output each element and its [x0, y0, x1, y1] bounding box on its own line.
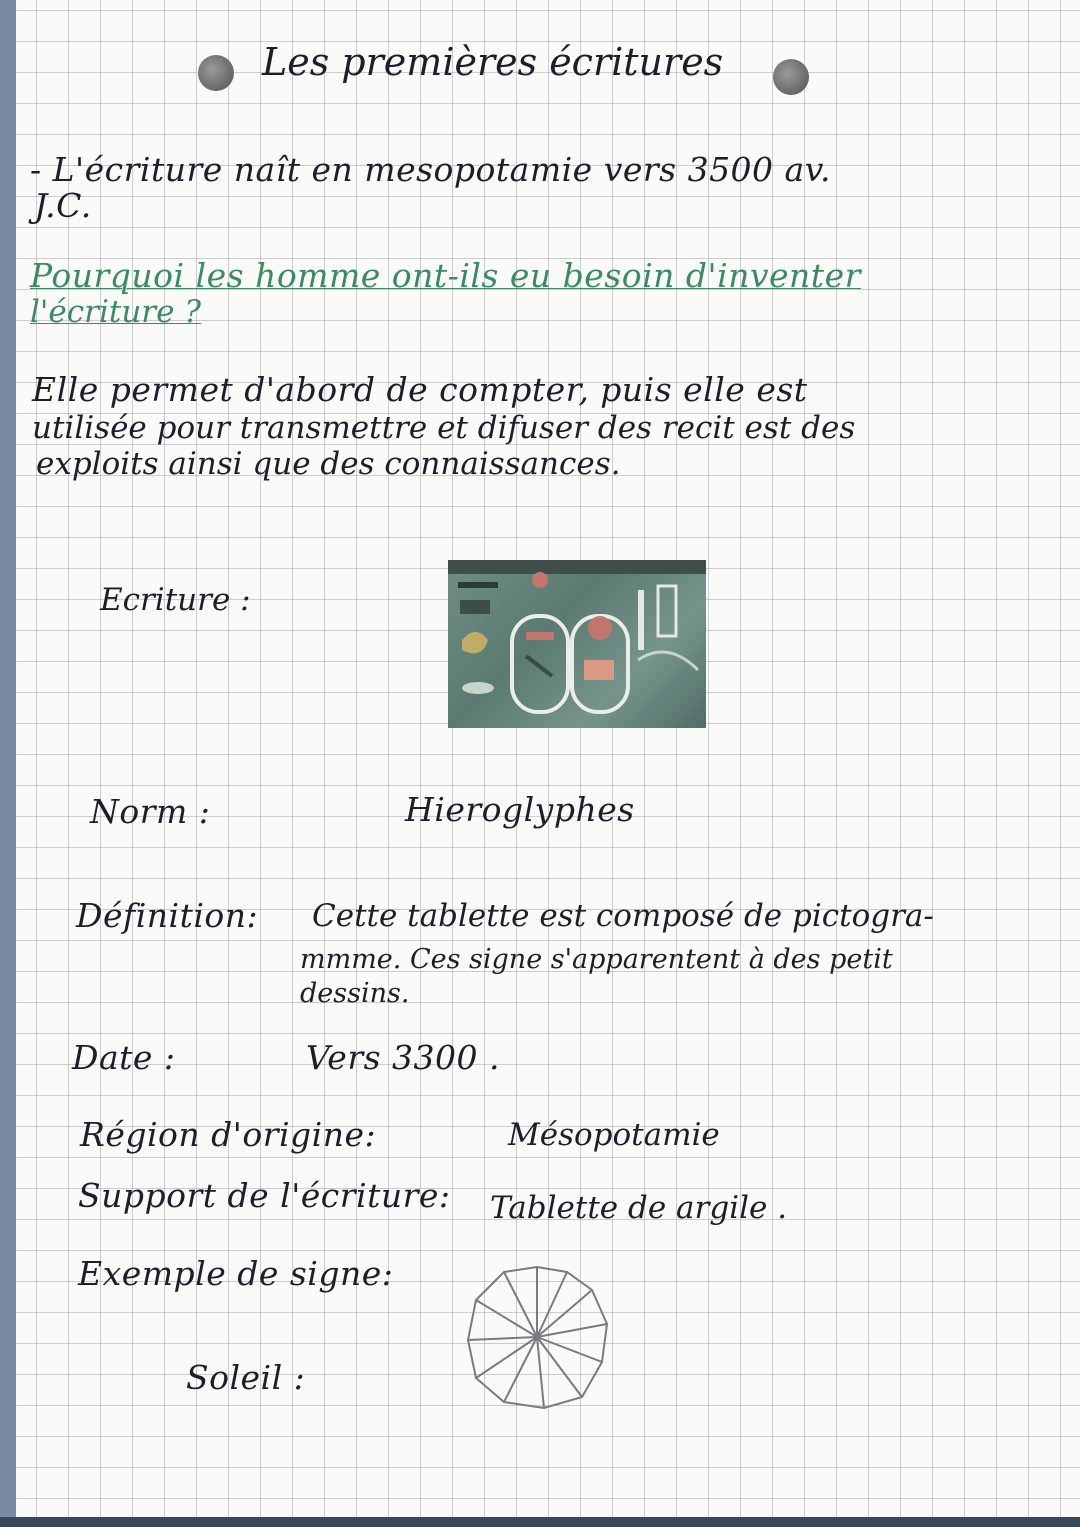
nom-label: Norm : [90, 792, 211, 831]
question-line-2: l'écriture ? [30, 294, 201, 330]
binder-hole-icon [198, 55, 234, 91]
page-bottom-edge [0, 1517, 1080, 1527]
answer-line-2: utilisée pour transmettre et difuser des recit est des [32, 410, 856, 446]
date-value: Vers 3300 . [306, 1038, 500, 1077]
definition-line-1: Cette tablette est composé de pictogra- [312, 898, 934, 934]
question-line-1: Pourquoi les homme ont-ils eu besoin d'inventer [30, 256, 861, 295]
binder-hole-icon [773, 59, 809, 95]
definition-line-3: dessins. [300, 978, 410, 1009]
region-value: Mésopotamie [508, 1117, 720, 1153]
support-value: Tablette de argile . [490, 1190, 788, 1226]
soleil-label: Soleil : [186, 1358, 306, 1397]
intro-line-1: - L'écriture naît en mesopotamie vers 3500 av. [30, 150, 831, 189]
sun-sign-drawing [462, 1262, 612, 1412]
ecriture-label: Ecriture : [100, 582, 251, 618]
definition-label: Définition: [76, 896, 259, 935]
support-label: Support de l'écriture: [78, 1176, 451, 1215]
page-left-edge [0, 0, 16, 1527]
definition-line-2: mmme. Ces signe s'apparentent à des petit [300, 944, 893, 975]
exemple-label: Exemple de signe: [78, 1254, 394, 1293]
page-title: Les premières écritures [262, 40, 724, 84]
intro-line-2: J.C. [34, 186, 92, 225]
hieroglyph-tablet-image [448, 560, 706, 728]
answer-line-1: Elle permet d'abord de compter, puis elle est [32, 370, 808, 409]
region-label: Région d'origine: [80, 1115, 377, 1154]
nom-value: Hieroglyphes [405, 790, 635, 829]
answer-line-3: exploits ainsi que des connaissances. [36, 446, 621, 482]
date-label: Date : [72, 1038, 176, 1077]
